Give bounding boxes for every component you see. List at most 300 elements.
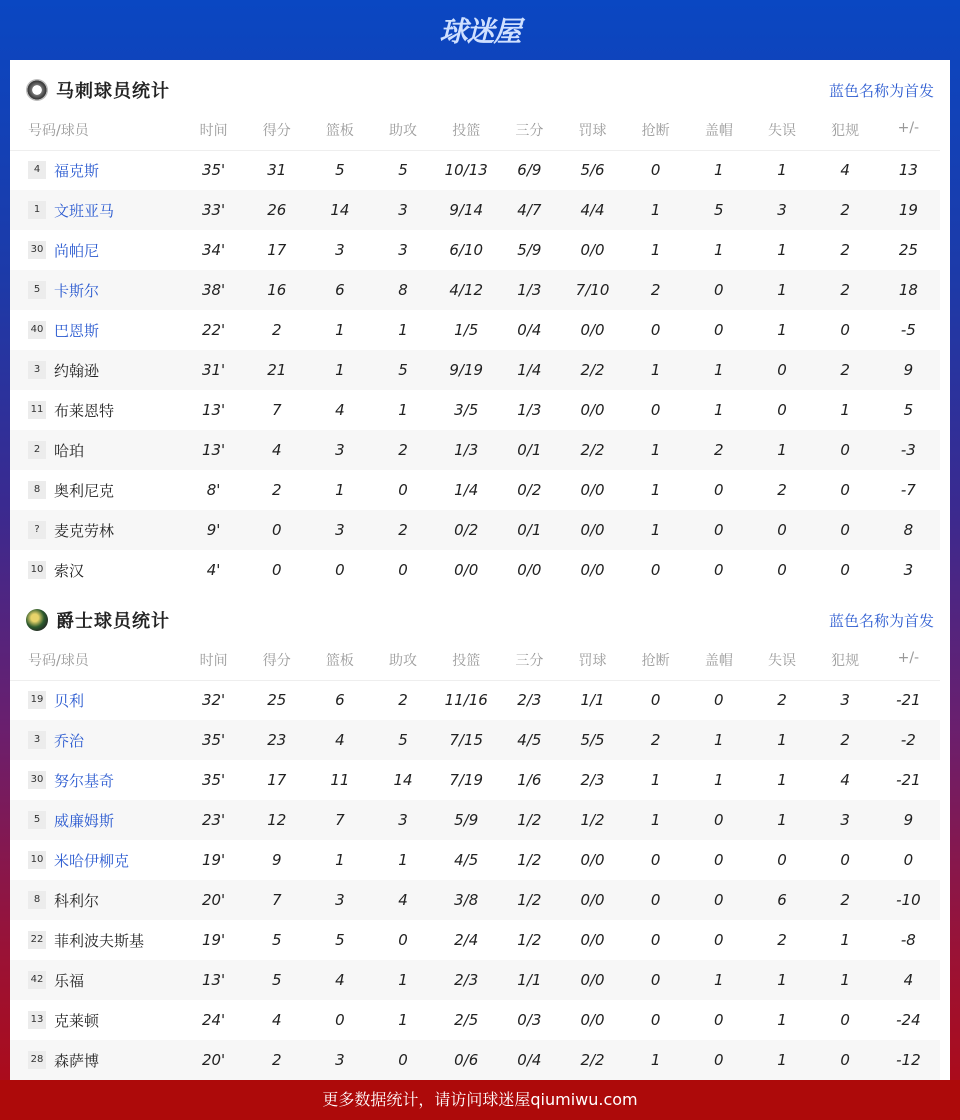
stat-cell: 0 — [650, 931, 661, 949]
stat-cell: 0/1 — [498, 430, 561, 470]
stat-cell: 4 — [371, 880, 434, 920]
stat-cell: -2 — [877, 720, 940, 760]
stat-cell: 7/10 — [561, 270, 624, 310]
stat-cell: 0 — [714, 691, 724, 710]
stat-cell: 0 — [814, 1040, 877, 1080]
stat-cell: 0 — [687, 880, 750, 920]
stat-cell: 1 — [624, 350, 687, 390]
stat-cell: 19' — [201, 931, 226, 949]
table-row[interactable] — [10, 800, 940, 840]
stat-cell: 2 — [398, 691, 408, 710]
stat-cell: 20' — [182, 1040, 245, 1080]
table-row[interactable] — [10, 230, 940, 270]
table-row[interactable] — [10, 430, 940, 470]
stat-cell: 1 — [624, 800, 687, 840]
stat-cell: 0 — [650, 401, 661, 419]
table-row[interactable] — [10, 350, 940, 390]
stat-cell: 35' — [182, 720, 245, 760]
stat-cell: 9/19 — [435, 350, 498, 390]
stat-cell: 3 — [308, 430, 371, 470]
stat-cell: 3 — [308, 1040, 371, 1080]
stat-cell: 1/2 — [498, 800, 561, 840]
stat-cell: 0 — [714, 481, 724, 499]
stat-cell: 9 — [271, 851, 282, 869]
stat-cell: 1/4 — [498, 350, 561, 390]
stat-cell: 31' — [182, 350, 245, 390]
header-row — [10, 650, 940, 680]
jersey-number: 1 — [28, 201, 46, 219]
stat-cell: 0 — [650, 1011, 661, 1029]
stat-cell: 1/5 — [454, 321, 479, 339]
player-cell — [10, 720, 182, 760]
stat-cell: 31 — [267, 161, 287, 180]
player-cell — [10, 1000, 182, 1040]
stat-cell: 0 — [687, 1040, 750, 1080]
stat-cell: 0 — [650, 161, 661, 180]
player-name[interactable]: 乐福 — [54, 971, 85, 990]
stat-cell: 2/4 — [454, 931, 479, 949]
stat-cell: 21 — [245, 350, 308, 390]
player-name[interactable]: 努尔基奇 — [54, 771, 115, 790]
stat-cell: -7 — [900, 481, 916, 499]
stat-cell: 2 — [371, 430, 434, 470]
stat-cell: 22' — [201, 321, 226, 339]
stat-cell: 1 — [624, 1040, 687, 1080]
stat-cell: 10/13 — [444, 161, 488, 180]
column-header: 抢断 — [624, 120, 687, 150]
stat-cell: 2 — [271, 481, 282, 499]
player-name[interactable]: 哈珀 — [54, 441, 85, 460]
player-name[interactable]: 米哈伊柳克 — [54, 851, 130, 870]
stat-cell: 8' — [206, 481, 221, 499]
stat-cell: 0 — [245, 510, 308, 550]
stat-cell: 1 — [714, 401, 724, 419]
stat-cell: 0 — [840, 561, 850, 579]
stat-cell: 0 — [777, 851, 787, 869]
stat-cell: 1 — [840, 401, 850, 419]
stat-cell: 19 — [877, 190, 940, 230]
stat-cell: 0/0 — [580, 851, 605, 869]
jersey-number: 8 — [28, 481, 46, 499]
player-cell — [10, 150, 182, 190]
table-row[interactable] — [10, 390, 940, 430]
stat-cell: 0 — [271, 561, 282, 579]
stat-cell: 2 — [624, 270, 687, 310]
stat-cell: 2 — [840, 241, 850, 259]
stat-cell: 0 — [714, 851, 724, 869]
table-row[interactable] — [10, 920, 940, 960]
stat-cell: 1 — [750, 430, 813, 470]
stat-cell: 0 — [814, 430, 877, 470]
table-row[interactable] — [10, 310, 940, 350]
stat-cell: 2 — [687, 430, 750, 470]
player-name[interactable]: 乔治 — [54, 731, 85, 750]
stat-cell: 1 — [750, 960, 813, 1000]
stat-cell: 7 — [308, 800, 371, 840]
stat-cell: 14 — [393, 771, 413, 789]
stat-cell: 1 — [398, 321, 408, 339]
stat-cell: 5 — [687, 190, 750, 230]
stat-cell: 1 — [750, 800, 813, 840]
table-row[interactable] — [10, 190, 940, 230]
stat-cell: 5 — [335, 931, 345, 949]
column-header: 盖帽 — [687, 650, 750, 680]
table-row[interactable] — [10, 680, 940, 720]
player-cell — [10, 960, 182, 1000]
spurs-logo — [26, 79, 48, 101]
stat-cell: 17 — [267, 771, 287, 789]
stat-cell: 1 — [840, 931, 850, 949]
stat-cell: 1 — [687, 960, 750, 1000]
stat-cell: 0/2 — [517, 481, 542, 499]
stat-cell: 3 — [903, 561, 914, 579]
column-header: 号码/球员 — [10, 120, 182, 150]
player-cell — [10, 510, 182, 550]
stat-cell: 33' — [182, 190, 245, 230]
stat-cell: 13' — [182, 430, 245, 470]
column-header: 失误 — [750, 120, 813, 150]
table-row[interactable] — [10, 880, 940, 920]
stat-cell: 0 — [398, 481, 408, 499]
table-row[interactable] — [10, 960, 940, 1000]
column-header: +/- — [877, 650, 940, 680]
stat-cell: 6/10 — [449, 241, 484, 259]
player-cell — [10, 840, 182, 880]
player-cell — [10, 680, 182, 720]
stats-table — [10, 120, 940, 590]
stat-cell: 4/12 — [435, 270, 498, 310]
stat-cell: 1 — [335, 851, 345, 869]
player-name[interactable]: 克莱顿 — [54, 1011, 100, 1030]
stat-cell: 5/6 — [580, 161, 605, 180]
player-name[interactable]: 尚帕尼 — [54, 241, 100, 260]
stat-cell: 2 — [624, 720, 687, 760]
column-header: 得分 — [245, 650, 308, 680]
stat-cell: 5 — [371, 350, 434, 390]
stat-cell: 0/0 — [561, 960, 624, 1000]
stat-cell: 0 — [687, 270, 750, 310]
table-row[interactable] — [10, 150, 940, 190]
stat-cell: 19' — [201, 851, 226, 869]
stat-cell: 2 — [814, 720, 877, 760]
stat-cell: 1 — [335, 321, 345, 339]
stat-cell: 0/0 — [580, 241, 605, 259]
jersey-number: 3 — [28, 361, 46, 379]
table-row[interactable] — [10, 1040, 940, 1080]
stat-cell: 1 — [714, 771, 724, 789]
stat-cell: 7/19 — [449, 771, 484, 789]
jersey-number: 4 — [28, 161, 46, 179]
stat-cell: 1 — [650, 241, 661, 259]
jersey-number: 19 — [28, 691, 46, 709]
stats-card — [10, 60, 950, 1080]
jazz-logo — [26, 609, 48, 631]
stat-cell: 3 — [814, 800, 877, 840]
table-row[interactable] — [10, 840, 940, 880]
stat-cell: 1 — [750, 270, 813, 310]
column-header: 三分 — [498, 120, 561, 150]
table-row[interactable] — [10, 470, 940, 510]
stat-cell: 0 — [750, 510, 813, 550]
stat-cell: 1/1 — [580, 691, 605, 710]
jersey-number: 30 — [28, 771, 46, 789]
stat-cell: 5 — [398, 161, 408, 180]
stat-cell: 5/9 — [435, 800, 498, 840]
player-name[interactable]: 麦克劳林 — [54, 521, 115, 540]
stat-cell: 9/14 — [435, 190, 498, 230]
stat-cell: 1 — [308, 350, 371, 390]
stat-cell: 6/9 — [517, 161, 542, 180]
player-cell — [10, 880, 182, 920]
stat-cell: 0 — [398, 931, 408, 949]
stat-cell: 5 — [335, 161, 345, 180]
stat-cell: 2 — [814, 350, 877, 390]
starter-note: 蓝色名称为首发 — [828, 81, 934, 100]
table-row[interactable] — [10, 510, 940, 550]
stat-cell: -21 — [896, 771, 921, 789]
stat-cell: 2 — [777, 481, 787, 499]
column-header: 投篮 — [435, 120, 498, 150]
stat-cell: 13' — [182, 960, 245, 1000]
stat-cell: 1 — [714, 161, 724, 180]
stat-cell: 0 — [840, 321, 850, 339]
column-header: 犯规 — [814, 120, 877, 150]
stat-cell: 3/5 — [454, 401, 479, 419]
stat-cell: 0/0 — [561, 510, 624, 550]
player-name[interactable]: 贝利 — [54, 691, 85, 710]
player-cell — [10, 760, 182, 800]
player-name[interactable]: 奥利尼克 — [54, 481, 115, 500]
jersey-number: 5 — [28, 811, 46, 829]
stat-cell: 0 — [335, 561, 345, 579]
stat-cell: 1/6 — [517, 771, 542, 789]
stat-cell: 14 — [308, 190, 371, 230]
stat-cell: 0 — [687, 800, 750, 840]
stat-cell: 0 — [335, 1011, 345, 1029]
stat-cell: 0 — [714, 931, 724, 949]
stat-cell: 4 — [877, 960, 940, 1000]
stat-cell: 3 — [308, 880, 371, 920]
stat-cell: 4 — [308, 960, 371, 1000]
stat-cell: 1/3 — [498, 270, 561, 310]
stat-cell: 7 — [271, 401, 282, 419]
stat-cell: 0/0 — [561, 880, 624, 920]
player-cell — [10, 230, 182, 270]
column-header: +/- — [877, 120, 940, 150]
header-row — [10, 120, 940, 150]
stat-cell: 2/3 — [517, 691, 542, 710]
jersey-number: 10 — [28, 851, 46, 869]
stat-cell: 12 — [245, 800, 308, 840]
column-header: 投篮 — [435, 650, 498, 680]
column-header: 篮板 — [308, 120, 371, 150]
stat-cell: 4 — [335, 401, 345, 419]
stat-cell: 20' — [182, 880, 245, 920]
stat-cell: 2 — [777, 691, 787, 710]
stat-cell: 0 — [714, 561, 724, 579]
stat-cell: 18 — [877, 270, 940, 310]
column-header: 盖帽 — [687, 120, 750, 150]
player-name[interactable]: 威廉姆斯 — [54, 811, 115, 830]
starter-note: 蓝色名称为首发 — [828, 611, 934, 630]
stat-cell: 3 — [371, 190, 434, 230]
stat-cell: 4' — [206, 561, 221, 579]
player-cell — [10, 800, 182, 840]
stat-cell: 1 — [750, 720, 813, 760]
team-section — [10, 590, 950, 1080]
column-header: 号码/球员 — [10, 650, 182, 680]
stat-cell: 25 — [267, 691, 287, 710]
stat-cell: 16 — [245, 270, 308, 310]
stat-cell: 1 — [650, 481, 661, 499]
column-header: 助攻 — [371, 120, 434, 150]
stat-cell: 4 — [308, 720, 371, 760]
stat-cell: 2 — [814, 270, 877, 310]
stat-cell: 1 — [777, 771, 787, 789]
stat-cell: 2 — [371, 510, 434, 550]
stat-cell: 0/0 — [580, 321, 605, 339]
jersey-number: ? — [28, 521, 46, 539]
stat-cell: 2 — [271, 321, 282, 339]
stat-cell: 9 — [877, 800, 940, 840]
stat-cell: 4 — [271, 1011, 282, 1029]
stat-cell: 13 — [898, 161, 918, 180]
stat-cell: 0 — [714, 321, 724, 339]
stat-cell: 1 — [777, 321, 787, 339]
player-cell — [10, 350, 182, 390]
table-row[interactable] — [10, 550, 940, 590]
player-cell — [10, 470, 182, 510]
player-cell — [10, 1040, 182, 1080]
player-cell — [10, 430, 182, 470]
footer-link[interactable]: 更多数据统计，请访问球迷屋qiumiwu.com — [0, 1080, 960, 1120]
stat-cell: -21 — [896, 691, 921, 710]
stat-cell: 25 — [898, 241, 918, 259]
stat-cell: 32' — [201, 691, 226, 710]
stat-cell: -24 — [896, 1011, 921, 1029]
table-row[interactable] — [10, 720, 940, 760]
jersey-number: 5 — [28, 281, 46, 299]
table-row[interactable] — [10, 760, 940, 800]
stat-cell: 0 — [814, 510, 877, 550]
player-name[interactable]: 森萨博 — [54, 1051, 100, 1070]
stat-cell: 0 — [398, 561, 408, 579]
table-row[interactable] — [10, 270, 940, 310]
stat-cell: 1 — [687, 350, 750, 390]
stat-cell: 0 — [777, 561, 787, 579]
stat-cell: 9 — [877, 350, 940, 390]
stat-cell: 2/2 — [561, 430, 624, 470]
section-header — [10, 590, 950, 650]
jersey-number: 13 — [28, 1011, 46, 1029]
column-header: 得分 — [245, 120, 308, 150]
player-cell — [10, 190, 182, 230]
player-name[interactable]: 科利尔 — [54, 891, 100, 910]
stat-cell: 4/5 — [454, 851, 479, 869]
stat-cell: 5 — [903, 401, 914, 419]
stat-cell: 5 — [271, 931, 282, 949]
stat-cell: 0/3 — [517, 1011, 542, 1029]
stat-cell: 9' — [182, 510, 245, 550]
stat-cell: 7 — [245, 880, 308, 920]
stat-cell: 0/4 — [498, 1040, 561, 1080]
player-cell — [10, 270, 182, 310]
player-name[interactable]: 菲利波夫斯基 — [54, 931, 145, 950]
stat-cell: 0/1 — [498, 510, 561, 550]
stat-cell: 0/0 — [580, 1011, 605, 1029]
jersey-number: 28 — [28, 1051, 46, 1069]
player-cell — [10, 390, 182, 430]
stat-cell: 2/2 — [561, 350, 624, 390]
player-name[interactable]: 卡斯尔 — [54, 281, 100, 300]
stat-cell: 7/15 — [435, 720, 498, 760]
jersey-number: 10 — [28, 561, 46, 579]
stat-cell: 1/1 — [498, 960, 561, 1000]
player-cell — [10, 920, 182, 960]
player-name[interactable]: 巴恩斯 — [54, 321, 100, 340]
stat-cell: 24' — [201, 1011, 226, 1029]
stat-cell: 26 — [245, 190, 308, 230]
stat-cell: 1 — [777, 161, 787, 180]
stat-cell: 1/2 — [517, 931, 542, 949]
stat-cell: 1/2 — [498, 880, 561, 920]
player-name[interactable]: 文班亚马 — [54, 201, 115, 220]
stat-cell: 2/5 — [454, 1011, 479, 1029]
stat-cell: 3 — [308, 510, 371, 550]
section-header — [10, 60, 950, 120]
stat-cell: 1 — [624, 510, 687, 550]
stat-cell: 1 — [714, 241, 724, 259]
stat-cell: 34' — [201, 241, 226, 259]
stat-cell: 0 — [840, 481, 850, 499]
stat-cell: 0 — [650, 321, 661, 339]
section-title: 马刺球员统计 — [56, 81, 170, 102]
stat-cell: 8 — [877, 510, 940, 550]
stat-cell: 1 — [687, 720, 750, 760]
stat-cell: 1 — [398, 401, 408, 419]
stat-cell: 1 — [335, 481, 345, 499]
column-header: 犯规 — [814, 650, 877, 680]
stat-cell: 0 — [777, 401, 787, 419]
stat-cell: 0/2 — [435, 510, 498, 550]
stat-cell: 4 — [840, 161, 850, 180]
player-name[interactable]: 约翰逊 — [54, 361, 100, 380]
jersey-number: 42 — [28, 971, 46, 989]
jersey-number: 40 — [28, 321, 46, 339]
player-name[interactable]: 索汉 — [54, 561, 85, 580]
stat-cell: 1/2 — [561, 800, 624, 840]
stat-cell: 2 — [245, 1040, 308, 1080]
stat-cell: 1 — [371, 960, 434, 1000]
jersey-number: 8 — [28, 891, 46, 909]
player-cell — [10, 550, 182, 590]
player-name[interactable]: 福克斯 — [54, 161, 100, 180]
table-row[interactable] — [10, 1000, 940, 1040]
stat-cell: -3 — [877, 430, 940, 470]
player-cell — [10, 310, 182, 350]
stat-cell: 0/6 — [435, 1040, 498, 1080]
stat-cell: -10 — [877, 880, 940, 920]
column-header: 助攻 — [371, 650, 434, 680]
section-title: 爵士球员统计 — [56, 611, 170, 632]
jersey-number: 22 — [28, 931, 46, 949]
stat-cell: 0/0 — [580, 561, 605, 579]
stat-cell: 5 — [371, 720, 434, 760]
player-name[interactable]: 布莱恩特 — [54, 401, 115, 420]
stat-cell: 0 — [840, 851, 850, 869]
stat-cell: 11 — [330, 771, 350, 789]
stat-cell: 0 — [687, 510, 750, 550]
